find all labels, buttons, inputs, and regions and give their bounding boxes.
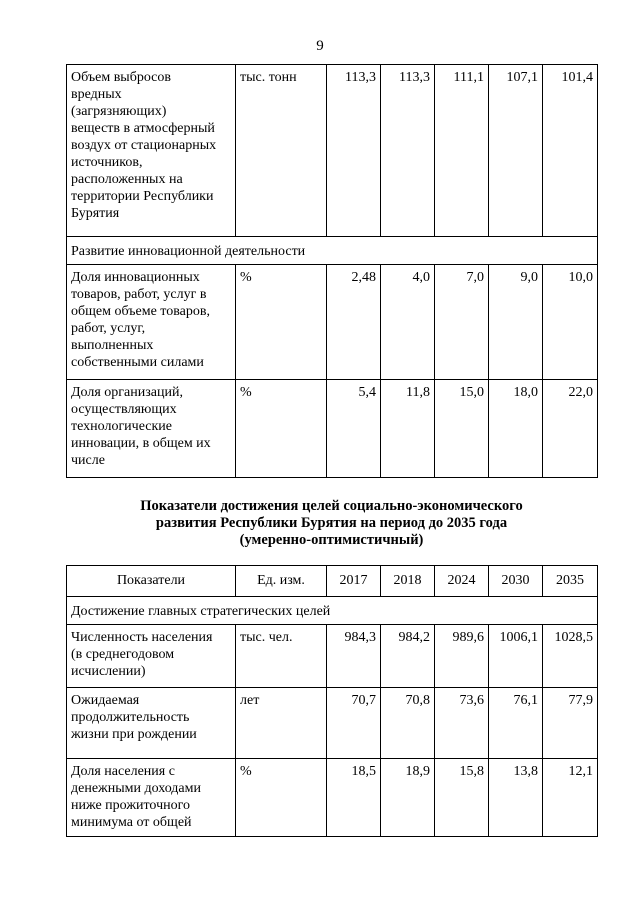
indicator-cell (67, 65, 236, 237)
indicator-line: Численность населения (71, 630, 213, 645)
value-cell: 107,1 (489, 65, 543, 237)
indicator-line: жизни при рождении (71, 727, 197, 742)
indicator-cell (67, 265, 236, 380)
indicator-line: Объем выбросов (71, 70, 172, 85)
value-cell: 18,5 (327, 759, 381, 837)
header-row (67, 566, 598, 597)
table-row (67, 265, 598, 380)
value-cell: 13,8 (489, 759, 543, 837)
value-cell: 2,48 (327, 265, 381, 380)
indicator-cell (67, 759, 236, 837)
indicator-line: общем объеме товаров, (71, 304, 210, 319)
indicator-line: Доля инновационных (71, 270, 200, 285)
value-cell: 4,0 (381, 265, 435, 380)
table-row (67, 688, 598, 759)
header-unit: Ед. изм. (236, 566, 327, 597)
value-cell: 113,3 (381, 65, 435, 237)
unit-cell: % (236, 265, 327, 380)
header-indicators: Показатели (67, 566, 236, 597)
value-cell: 5,4 (327, 380, 381, 478)
indicator-line: работ, услуг, (71, 321, 146, 336)
header-year-2030: 2030 (489, 566, 543, 597)
indicator-line: Ожидаемая (71, 693, 140, 708)
indicator-line: собственными силами (71, 355, 204, 370)
indicator-line: денежными доходами (71, 781, 201, 796)
indicator-line: Доля организаций, (71, 385, 183, 400)
table-row (67, 65, 598, 237)
indicator-line: Доля населения с (71, 764, 175, 779)
indicator-cell (67, 625, 236, 688)
value-cell: 70,8 (381, 688, 435, 759)
indicator-line: инновации, в общем их (71, 436, 211, 451)
value-cell: 18,9 (381, 759, 435, 837)
header-year-2035: 2035 (543, 566, 598, 597)
value-cell: 984,2 (381, 625, 435, 688)
section-label: Достижение главных стратегических целей (67, 597, 598, 625)
caption-line: (умеренно-оптимистичный) (239, 532, 424, 548)
header-year-2017: 2017 (327, 566, 381, 597)
section-row (67, 237, 598, 265)
value-cell: 77,9 (543, 688, 598, 759)
header-year-2018: 2018 (381, 566, 435, 597)
indicator-cell (67, 380, 236, 478)
goals-indicators-table (66, 565, 598, 837)
unit-cell: лет (236, 688, 327, 759)
indicator-line: вредных (71, 87, 122, 102)
unit-cell: % (236, 380, 327, 478)
indicator-line: (загрязняющих) (71, 104, 167, 119)
value-cell: 113,3 (327, 65, 381, 237)
indicator-line: продолжительность (71, 710, 190, 725)
indicator-line: выполненных (71, 338, 154, 353)
page-number: 9 (316, 38, 324, 54)
indicator-line: (в среднегодовом (71, 647, 175, 662)
indicator-line: воздух от стационарных (71, 138, 217, 153)
indicator-line: исчислении) (71, 664, 146, 679)
table-row (67, 625, 598, 688)
indicator-line: источников, (71, 155, 143, 170)
indicator-line: Бурятия (71, 206, 120, 221)
indicator-cell (67, 688, 236, 759)
value-cell: 22,0 (543, 380, 598, 478)
indicator-line: осуществляющих (71, 402, 177, 417)
indicators-table-continued (66, 64, 598, 478)
value-cell: 10,0 (543, 265, 598, 380)
caption-line: Показатели достижения целей социально-экономического (140, 498, 523, 514)
unit-cell: тыс. чел. (236, 625, 327, 688)
value-cell: 15,0 (435, 380, 489, 478)
value-cell: 7,0 (435, 265, 489, 380)
indicator-line: товаров, работ, услуг в (71, 287, 207, 302)
value-cell: 18,0 (489, 380, 543, 478)
section-row (67, 597, 598, 625)
value-cell: 70,7 (327, 688, 381, 759)
value-cell: 1006,1 (489, 625, 543, 688)
unit-cell: % (236, 759, 327, 837)
indicator-line: технологические (71, 419, 173, 434)
value-cell: 15,8 (435, 759, 489, 837)
table-row (67, 759, 598, 837)
indicator-line: числе (71, 453, 105, 468)
caption-line: развития Республики Бурятия на период до 2035 года (155, 515, 508, 531)
value-cell: 1028,5 (543, 625, 598, 688)
value-cell: 73,6 (435, 688, 489, 759)
indicator-line: минимума от общей (71, 815, 192, 830)
value-cell: 76,1 (489, 688, 543, 759)
table-row (67, 380, 598, 478)
header-year-2024: 2024 (435, 566, 489, 597)
unit-cell: тыс. тонн (236, 65, 327, 237)
value-cell: 111,1 (435, 65, 489, 237)
value-cell: 9,0 (489, 265, 543, 380)
value-cell: 11,8 (381, 380, 435, 478)
section-label: Развитие инновационной деятельности (67, 237, 598, 265)
indicator-line: веществ в атмосферный (71, 121, 215, 136)
value-cell: 989,6 (435, 625, 489, 688)
value-cell: 101,4 (543, 65, 598, 237)
value-cell: 984,3 (327, 625, 381, 688)
indicator-line: территории Республики (71, 189, 214, 204)
indicator-line: расположенных на (71, 172, 183, 187)
table-caption (66, 498, 597, 549)
indicator-line: ниже прожиточного (71, 798, 190, 813)
value-cell: 12,1 (543, 759, 598, 837)
